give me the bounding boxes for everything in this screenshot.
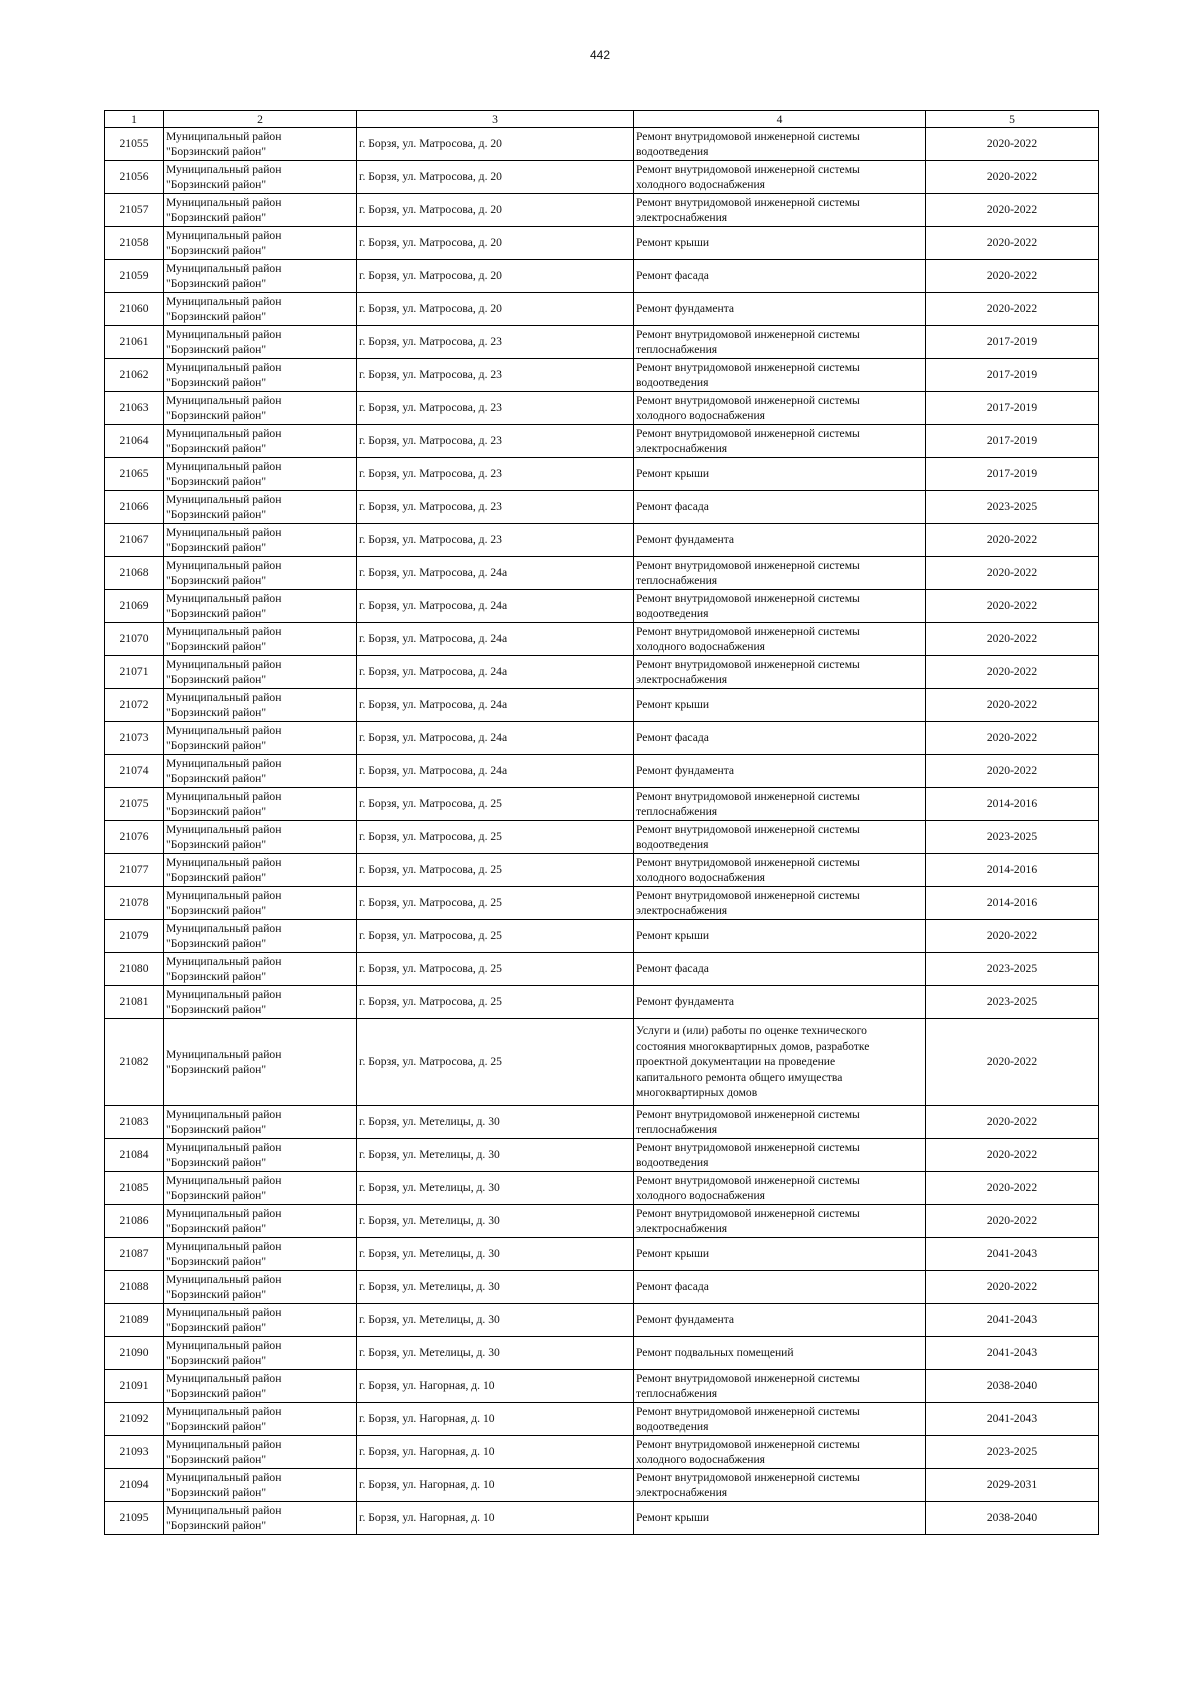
table-row: [105, 425, 1099, 458]
column-header-1: 1: [105, 111, 164, 128]
address-cell: г. Борзя, ул. Матросова, д. 24а: [357, 689, 634, 722]
period-cell: 2020-2022: [926, 161, 1099, 194]
period-cell: 2020-2022: [926, 557, 1099, 590]
address-cell: г. Борзя, ул. Матросова, д. 20: [357, 227, 634, 260]
municipality-cell: Муниципальный район "Борзинский район": [164, 227, 357, 260]
row-number: 21069: [105, 590, 164, 623]
period-cell: 2020-2022: [926, 1271, 1099, 1304]
row-number: 21063: [105, 392, 164, 425]
work-type-cell: Ремонт внутридомовой инженерной системы холодного водоснабжения: [634, 623, 926, 656]
work-type-cell: Ремонт крыши: [634, 458, 926, 491]
table-row: [105, 1469, 1099, 1502]
address-cell: г. Борзя, ул. Матросова, д. 23: [357, 326, 634, 359]
row-number: 21055: [105, 128, 164, 161]
municipality-cell: Муниципальный район "Борзинский район": [164, 656, 357, 689]
period-cell: 2038-2040: [926, 1370, 1099, 1403]
table-row: [105, 1370, 1099, 1403]
address-cell: г. Борзя, ул. Метелицы, д. 30: [357, 1337, 634, 1370]
municipality-cell: Муниципальный район "Борзинский район": [164, 689, 357, 722]
table-row: [105, 1106, 1099, 1139]
period-cell: 2017-2019: [926, 326, 1099, 359]
work-type-cell: Ремонт крыши: [634, 920, 926, 953]
row-number: 21086: [105, 1205, 164, 1238]
row-number: 21095: [105, 1502, 164, 1535]
table-row: [105, 1436, 1099, 1469]
row-number: 21066: [105, 491, 164, 524]
period-cell: 2023-2025: [926, 1436, 1099, 1469]
address-cell: г. Борзя, ул. Матросова, д. 20: [357, 293, 634, 326]
address-cell: г. Борзя, ул. Матросова, д. 23: [357, 524, 634, 557]
row-number: 21089: [105, 1304, 164, 1337]
period-cell: 2020-2022: [926, 1139, 1099, 1172]
row-number: 21060: [105, 293, 164, 326]
address-cell: г. Борзя, ул. Матросова, д. 23: [357, 458, 634, 491]
period-cell: 2041-2043: [926, 1337, 1099, 1370]
table-row: [105, 656, 1099, 689]
address-cell: г. Борзя, ул. Нагорная, д. 10: [357, 1469, 634, 1502]
address-cell: г. Борзя, ул. Матросова, д. 25: [357, 788, 634, 821]
row-number: 21084: [105, 1139, 164, 1172]
address-cell: г. Борзя, ул. Матросова, д. 25: [357, 821, 634, 854]
period-cell: 2017-2019: [926, 458, 1099, 491]
table-row: [105, 458, 1099, 491]
table-row: [105, 326, 1099, 359]
row-number: 21064: [105, 425, 164, 458]
page-number: 442: [589, 48, 611, 62]
municipality-cell: Муниципальный район "Борзинский район": [164, 260, 357, 293]
municipality-cell: Муниципальный район "Борзинский район": [164, 1337, 357, 1370]
table-row: [105, 722, 1099, 755]
period-cell: 2017-2019: [926, 425, 1099, 458]
period-cell: 2029-2031: [926, 1469, 1099, 1502]
table-row: [105, 920, 1099, 953]
table-row: [105, 689, 1099, 722]
municipality-cell: Муниципальный район "Борзинский район": [164, 1271, 357, 1304]
address-cell: г. Борзя, ул. Матросова, д. 20: [357, 194, 634, 227]
work-type-cell: Ремонт внутридомовой инженерной системы водоотведения: [634, 821, 926, 854]
municipality-cell: Муниципальный район "Борзинский район": [164, 590, 357, 623]
period-cell: 2023-2025: [926, 821, 1099, 854]
work-type-cell: Ремонт внутридомовой инженерной системы теплоснабжения: [634, 788, 926, 821]
work-type-cell: Ремонт внутридомовой инженерной системы теплоснабжения: [634, 1370, 926, 1403]
address-cell: г. Борзя, ул. Матросова, д. 25: [357, 920, 634, 953]
column-header-3: 3: [357, 111, 634, 128]
period-cell: 2038-2040: [926, 1502, 1099, 1535]
table-row: [105, 1337, 1099, 1370]
municipality-cell: Муниципальный район "Борзинский район": [164, 1172, 357, 1205]
address-cell: г. Борзя, ул. Матросова, д. 23: [357, 491, 634, 524]
address-cell: г. Борзя, ул. Метелицы, д. 30: [357, 1271, 634, 1304]
work-type-cell: Ремонт крыши: [634, 227, 926, 260]
address-cell: г. Борзя, ул. Матросова, д. 25: [357, 1019, 634, 1106]
period-cell: 2023-2025: [926, 986, 1099, 1019]
address-cell: г. Борзя, ул. Метелицы, д. 30: [357, 1172, 634, 1205]
table-row: [105, 392, 1099, 425]
row-number: 21081: [105, 986, 164, 1019]
period-cell: 2014-2016: [926, 887, 1099, 920]
address-cell: г. Борзя, ул. Матросова, д. 23: [357, 392, 634, 425]
row-number: 21085: [105, 1172, 164, 1205]
work-type-cell: Ремонт крыши: [634, 1238, 926, 1271]
period-cell: 2020-2022: [926, 1205, 1099, 1238]
work-type-cell: Ремонт внутридомовой инженерной системы холодного водоснабжения: [634, 161, 926, 194]
table-row: [105, 788, 1099, 821]
row-number: 21061: [105, 326, 164, 359]
work-type-cell: Ремонт фундамента: [634, 293, 926, 326]
table-row: [105, 623, 1099, 656]
work-type-cell: Ремонт внутридомовой инженерной системы водоотведения: [634, 590, 926, 623]
work-type-cell: Ремонт внутридомовой инженерной системы теплоснабжения: [634, 1106, 926, 1139]
period-cell: 2020-2022: [926, 1106, 1099, 1139]
municipality-cell: Муниципальный район "Борзинский район": [164, 755, 357, 788]
address-cell: г. Борзя, ул. Матросова, д. 24а: [357, 590, 634, 623]
period-cell: 2020-2022: [926, 623, 1099, 656]
municipality-cell: Муниципальный район "Борзинский район": [164, 1502, 357, 1535]
table-row: [105, 821, 1099, 854]
row-number: 21074: [105, 755, 164, 788]
row-number: 21078: [105, 887, 164, 920]
row-number: 21082: [105, 1019, 164, 1106]
period-cell: 2041-2043: [926, 1403, 1099, 1436]
municipality-cell: Муниципальный район "Борзинский район": [164, 1019, 357, 1106]
municipality-cell: Муниципальный район "Борзинский район": [164, 524, 357, 557]
column-number-row: [105, 111, 1099, 128]
work-type-cell: Ремонт крыши: [634, 689, 926, 722]
period-cell: 2020-2022: [926, 755, 1099, 788]
period-cell: 2020-2022: [926, 194, 1099, 227]
table-row: [105, 524, 1099, 557]
row-number: 21068: [105, 557, 164, 590]
municipality-cell: Муниципальный район "Борзинский район": [164, 425, 357, 458]
municipality-cell: Муниципальный район "Борзинский район": [164, 392, 357, 425]
address-cell: г. Борзя, ул. Матросова, д. 25: [357, 887, 634, 920]
municipality-cell: Муниципальный район "Борзинский район": [164, 1304, 357, 1337]
address-cell: г. Борзя, ул. Матросова, д. 25: [357, 953, 634, 986]
work-type-cell: Ремонт внутридомовой инженерной системы электроснабжения: [634, 194, 926, 227]
municipality-cell: Муниципальный район "Борзинский район": [164, 1469, 357, 1502]
address-cell: г. Борзя, ул. Матросова, д. 23: [357, 425, 634, 458]
work-type-cell: Ремонт внутридомовой инженерной системы водоотведения: [634, 359, 926, 392]
table-row: [105, 227, 1099, 260]
table-row: [105, 590, 1099, 623]
row-number: 21070: [105, 623, 164, 656]
period-cell: 2023-2025: [926, 953, 1099, 986]
municipality-cell: Муниципальный район "Борзинский район": [164, 557, 357, 590]
address-cell: г. Борзя, ул. Матросова, д. 20: [357, 128, 634, 161]
municipality-cell: Муниципальный район "Борзинский район": [164, 920, 357, 953]
work-type-cell: Ремонт фундамента: [634, 986, 926, 1019]
municipality-cell: Муниципальный район "Борзинский район": [164, 788, 357, 821]
municipality-cell: Муниципальный район "Борзинский район": [164, 1205, 357, 1238]
municipality-cell: Муниципальный район "Борзинский район": [164, 623, 357, 656]
municipality-cell: Муниципальный район "Борзинский район": [164, 458, 357, 491]
work-type-cell: Ремонт внутридомовой инженерной системы холодного водоснабжения: [634, 1172, 926, 1205]
work-type-cell: Ремонт фундамента: [634, 1304, 926, 1337]
table-row: [105, 1304, 1099, 1337]
row-number: 21087: [105, 1238, 164, 1271]
work-type-cell: Ремонт крыши: [634, 1502, 926, 1535]
work-type-cell: Ремонт фасада: [634, 722, 926, 755]
row-number: 21059: [105, 260, 164, 293]
municipality-cell: Муниципальный район "Борзинский район": [164, 887, 357, 920]
row-number: 21094: [105, 1469, 164, 1502]
table-row: [105, 1205, 1099, 1238]
municipality-cell: Муниципальный район "Борзинский район": [164, 128, 357, 161]
row-number: 21073: [105, 722, 164, 755]
table-row: [105, 1502, 1099, 1535]
address-cell: г. Борзя, ул. Нагорная, д. 10: [357, 1436, 634, 1469]
address-cell: г. Борзя, ул. Метелицы, д. 30: [357, 1205, 634, 1238]
table-row: [105, 887, 1099, 920]
period-cell: 2020-2022: [926, 524, 1099, 557]
address-cell: г. Борзя, ул. Матросова, д. 24а: [357, 755, 634, 788]
table-row: [105, 194, 1099, 227]
municipality-cell: Муниципальный район "Борзинский район": [164, 1436, 357, 1469]
table-row: [105, 1271, 1099, 1304]
row-number: 21065: [105, 458, 164, 491]
period-cell: 2041-2043: [926, 1304, 1099, 1337]
table-row: [105, 1019, 1099, 1106]
row-number: 21072: [105, 689, 164, 722]
work-type-cell: Ремонт фасада: [634, 953, 926, 986]
table-row: [105, 260, 1099, 293]
address-cell: г. Борзя, ул. Нагорная, д. 10: [357, 1403, 634, 1436]
work-type-cell: Ремонт внутридомовой инженерной системы электроснабжения: [634, 1469, 926, 1502]
table-row: [105, 128, 1099, 161]
table-row: [105, 491, 1099, 524]
work-type-cell: Ремонт внутридомовой инженерной системы теплоснабжения: [634, 326, 926, 359]
address-cell: г. Борзя, ул. Матросова, д. 24а: [357, 656, 634, 689]
period-cell: 2017-2019: [926, 392, 1099, 425]
address-cell: г. Борзя, ул. Матросова, д. 24а: [357, 623, 634, 656]
work-type-cell: Ремонт фасада: [634, 1271, 926, 1304]
period-cell: 2020-2022: [926, 1172, 1099, 1205]
municipality-cell: Муниципальный район "Борзинский район": [164, 1403, 357, 1436]
period-cell: 2017-2019: [926, 359, 1099, 392]
address-cell: г. Борзя, ул. Матросова, д. 25: [357, 986, 634, 1019]
row-number: 21091: [105, 1370, 164, 1403]
address-cell: г. Борзя, ул. Нагорная, д. 10: [357, 1370, 634, 1403]
table-row: [105, 854, 1099, 887]
work-type-cell: Ремонт внутридомовой инженерной системы электроснабжения: [634, 656, 926, 689]
period-cell: 2014-2016: [926, 788, 1099, 821]
municipality-cell: Муниципальный район "Борзинский район": [164, 722, 357, 755]
row-number: 21076: [105, 821, 164, 854]
municipality-cell: Муниципальный район "Борзинский район": [164, 326, 357, 359]
work-type-cell: Ремонт внутридомовой инженерной системы холодного водоснабжения: [634, 392, 926, 425]
row-number: 21067: [105, 524, 164, 557]
address-cell: г. Борзя, ул. Матросова, д. 20: [357, 161, 634, 194]
table-row: [105, 359, 1099, 392]
address-cell: г. Борзя, ул. Метелицы, д. 30: [357, 1238, 634, 1271]
address-cell: г. Борзя, ул. Метелицы, д. 30: [357, 1106, 634, 1139]
row-number: 21057: [105, 194, 164, 227]
municipality-cell: Муниципальный район "Борзинский район": [164, 986, 357, 1019]
period-cell: 2020-2022: [926, 227, 1099, 260]
work-type-cell: Ремонт внутридомовой инженерной системы водоотведения: [634, 1139, 926, 1172]
work-type-cell: Ремонт внутридомовой инженерной системы водоотведения: [634, 128, 926, 161]
address-cell: г. Борзя, ул. Матросова, д. 23: [357, 359, 634, 392]
work-type-cell: Ремонт фасада: [634, 260, 926, 293]
work-type-cell: Ремонт фундамента: [634, 524, 926, 557]
municipality-cell: Муниципальный район "Борзинский район": [164, 293, 357, 326]
column-header-4: 4: [634, 111, 926, 128]
work-type-cell: Ремонт фундамента: [634, 755, 926, 788]
row-number: 21062: [105, 359, 164, 392]
period-cell: 2020-2022: [926, 722, 1099, 755]
municipality-cell: Муниципальный район "Борзинский район": [164, 491, 357, 524]
table-row: [105, 1403, 1099, 1436]
row-number: 21079: [105, 920, 164, 953]
table-row: [105, 293, 1099, 326]
row-number: 21088: [105, 1271, 164, 1304]
table-row: [105, 755, 1099, 788]
address-cell: г. Борзя, ул. Матросова, д. 20: [357, 260, 634, 293]
period-cell: 2020-2022: [926, 656, 1099, 689]
table-row: [105, 161, 1099, 194]
repair-schedule-table: [104, 110, 1099, 1535]
period-cell: 2041-2043: [926, 1238, 1099, 1271]
table-row: [105, 1172, 1099, 1205]
table-row: [105, 1238, 1099, 1271]
period-cell: 2020-2022: [926, 293, 1099, 326]
column-header-2: 2: [164, 111, 357, 128]
row-number: 21090: [105, 1337, 164, 1370]
period-cell: 2020-2022: [926, 920, 1099, 953]
municipality-cell: Муниципальный район "Борзинский район": [164, 359, 357, 392]
address-cell: г. Борзя, ул. Матросова, д. 24а: [357, 557, 634, 590]
municipality-cell: Муниципальный район "Борзинский район": [164, 161, 357, 194]
work-type-cell: Ремонт внутридомовой инженерной системы электроснабжения: [634, 1205, 926, 1238]
work-type-cell: Ремонт внутридомовой инженерной системы теплоснабжения: [634, 557, 926, 590]
table-row: [105, 557, 1099, 590]
table-row: [105, 986, 1099, 1019]
municipality-cell: Муниципальный район "Борзинский район": [164, 953, 357, 986]
column-header-5: 5: [926, 111, 1099, 128]
municipality-cell: Муниципальный район "Борзинский район": [164, 854, 357, 887]
period-cell: 2020-2022: [926, 128, 1099, 161]
row-number: 21071: [105, 656, 164, 689]
work-type-cell: Ремонт внутридомовой инженерной системы электроснабжения: [634, 425, 926, 458]
municipality-cell: Муниципальный район "Борзинский район": [164, 1370, 357, 1403]
work-type-cell: Ремонт внутридомовой инженерной системы водоотведения: [634, 1403, 926, 1436]
row-number: 21077: [105, 854, 164, 887]
table-row: [105, 1139, 1099, 1172]
address-cell: г. Борзя, ул. Метелицы, д. 30: [357, 1304, 634, 1337]
period-cell: 2020-2022: [926, 689, 1099, 722]
work-type-cell: Ремонт внутридомовой инженерной системы холодного водоснабжения: [634, 854, 926, 887]
work-type-cell: Ремонт внутридомовой инженерной системы холодного водоснабжения: [634, 1436, 926, 1469]
municipality-cell: Муниципальный район "Борзинский район": [164, 194, 357, 227]
row-number: 21093: [105, 1436, 164, 1469]
municipality-cell: Муниципальный район "Борзинский район": [164, 821, 357, 854]
work-type-cell: Услуги и (или) работы по оценке технического состояния многоквартирных домов, разработке проектной документации на проведение капитального ремонта общего имущества многоквартирных домов: [634, 1019, 926, 1106]
municipality-cell: Муниципальный район "Борзинский район": [164, 1106, 357, 1139]
address-cell: г. Борзя, ул. Метелицы, д. 30: [357, 1139, 634, 1172]
period-cell: 2014-2016: [926, 854, 1099, 887]
address-cell: г. Борзя, ул. Матросова, д. 25: [357, 854, 634, 887]
row-number: 21058: [105, 227, 164, 260]
row-number: 21080: [105, 953, 164, 986]
period-cell: 2020-2022: [926, 260, 1099, 293]
table-body: [105, 128, 1099, 1535]
address-cell: г. Борзя, ул. Нагорная, д. 10: [357, 1502, 634, 1535]
period-cell: 2020-2022: [926, 1019, 1099, 1106]
address-cell: г. Борзя, ул. Матросова, д. 24а: [357, 722, 634, 755]
table-row: [105, 953, 1099, 986]
municipality-cell: Муниципальный район "Борзинский район": [164, 1139, 357, 1172]
work-type-cell: Ремонт фасада: [634, 491, 926, 524]
period-cell: 2020-2022: [926, 590, 1099, 623]
row-number: 21083: [105, 1106, 164, 1139]
row-number: 21056: [105, 161, 164, 194]
work-type-cell: Ремонт внутридомовой инженерной системы электроснабжения: [634, 887, 926, 920]
row-number: 21092: [105, 1403, 164, 1436]
work-type-cell: Ремонт подвальных помещений: [634, 1337, 926, 1370]
municipality-cell: Муниципальный район "Борзинский район": [164, 1238, 357, 1271]
row-number: 21075: [105, 788, 164, 821]
period-cell: 2023-2025: [926, 491, 1099, 524]
